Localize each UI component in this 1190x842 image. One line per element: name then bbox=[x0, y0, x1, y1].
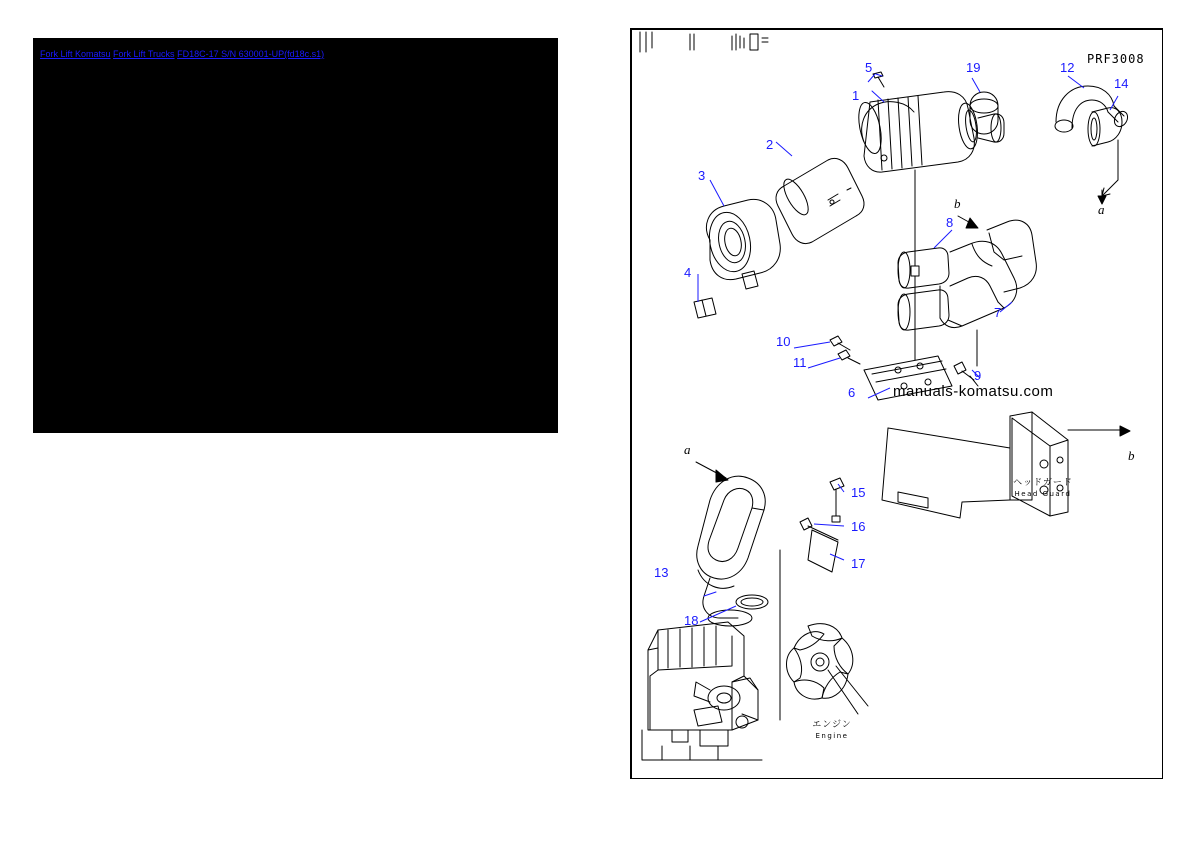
head-guard-label-en: Head Guard bbox=[1014, 490, 1072, 498]
watermark: manuals-komatsu.com bbox=[893, 383, 1054, 400]
engine-label bbox=[782, 720, 882, 742]
parts-diagram-drawing bbox=[632, 30, 1162, 778]
callout-number-9: 9 bbox=[974, 368, 982, 383]
section-letter-b-right: b bbox=[1128, 448, 1135, 463]
callout-number-11: 11 bbox=[793, 355, 807, 370]
breadcrumb-item-0[interactable]: Fork Lift Komatsu bbox=[40, 49, 111, 59]
section-letter-a-left: a bbox=[684, 442, 691, 457]
callout-number-13: 13 bbox=[654, 565, 669, 580]
callout-number-15: 15 bbox=[851, 485, 866, 500]
callout-number-10: 10 bbox=[776, 334, 791, 349]
callout-number-16: 16 bbox=[851, 519, 866, 534]
breadcrumb bbox=[40, 49, 324, 60]
breadcrumb-item-1[interactable]: Fork Lift Trucks bbox=[113, 49, 175, 59]
callout-number-5: 5 bbox=[865, 60, 873, 75]
section-letter-b-top: b bbox=[954, 196, 961, 211]
parts-diagram-panel bbox=[630, 28, 1163, 779]
callout-number-8: 8 bbox=[946, 215, 954, 230]
callout-number-2: 2 bbox=[766, 137, 774, 152]
callout-number-3: 3 bbox=[698, 168, 706, 183]
callout-number-18: 18 bbox=[684, 613, 699, 628]
section-letter-a-top: a bbox=[1098, 202, 1105, 217]
breadcrumb-item-2[interactable]: FD18C-17 S/N 630001-UP(fd18c.s1) bbox=[177, 49, 325, 59]
drawing-code: PRF3008 bbox=[1087, 52, 1145, 66]
callout-number-17: 17 bbox=[851, 556, 866, 571]
engine-label-jp: エンジン bbox=[812, 720, 852, 730]
callout-number-19: 19 bbox=[966, 60, 981, 75]
head-guard-label-jp: ヘッドガード bbox=[1013, 478, 1073, 488]
engine-label-en: Engine bbox=[815, 732, 849, 740]
callout-number-1: 1 bbox=[852, 88, 860, 103]
head-guard-label bbox=[988, 478, 1098, 500]
callout-number-14: 14 bbox=[1114, 76, 1129, 91]
image-placeholder-panel bbox=[33, 38, 558, 433]
callout-number-7: 7 bbox=[994, 305, 1002, 320]
callout-number-4: 4 bbox=[684, 265, 692, 280]
callout-number-12: 12 bbox=[1060, 60, 1075, 75]
callout-number-6: 6 bbox=[848, 385, 856, 400]
